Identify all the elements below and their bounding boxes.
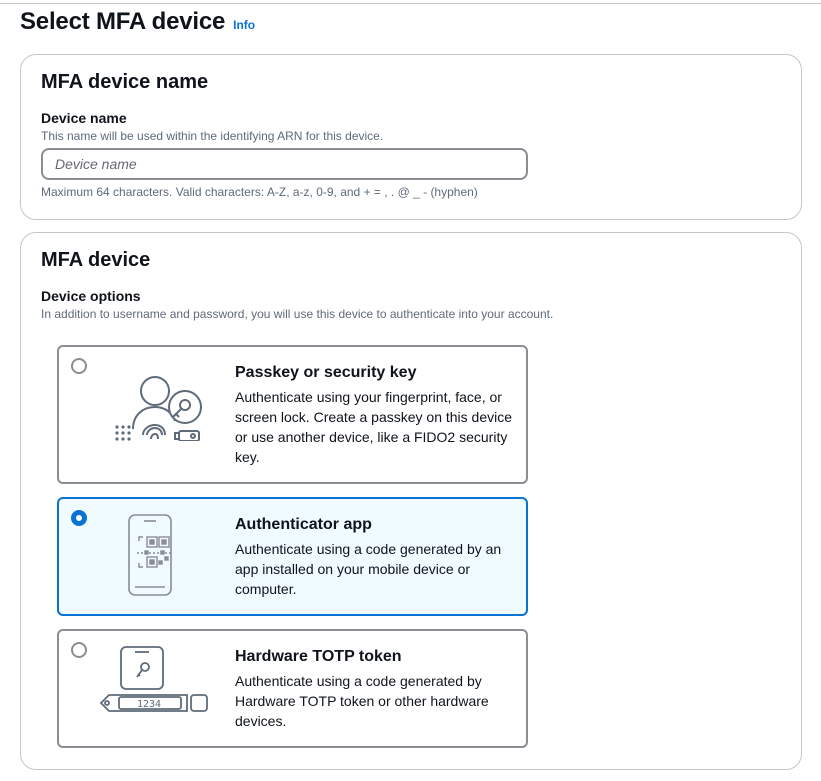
hardware-totp-description: Authenticate using a code generated by Hardware TOTP token or other hardware devices. xyxy=(235,673,489,729)
authenticator-app-title: Authenticator app xyxy=(235,516,372,533)
token-display-text: 1234 xyxy=(137,699,162,710)
option-hardware-totp[interactable] xyxy=(57,629,528,748)
device-name-heading: MFA device name xyxy=(41,71,209,93)
hardware-totp-radio[interactable] xyxy=(71,642,87,658)
device-options-label: Device options xyxy=(41,288,141,304)
passkey-title: Passkey or security key xyxy=(235,364,417,381)
mfa-device-panel xyxy=(20,232,802,770)
device-name-constraints: Maximum 64 characters. Valid characters: A-Z, a-z, 0-9, and + = , . @ _ - (hyphen) xyxy=(41,185,478,199)
authenticator-app-radio[interactable] xyxy=(71,510,87,526)
page-header xyxy=(20,8,255,36)
device-name-input[interactable] xyxy=(41,148,528,180)
hardware-totp-title: Hardware TOTP token xyxy=(235,648,402,665)
authenticator-app-description: Authenticate using a code generated by an app installed on your mobile device or computer. xyxy=(235,541,502,597)
page-title: Select MFA device xyxy=(20,8,226,35)
device-name-label: Device name xyxy=(41,110,127,126)
hardware-token-illustration-icon xyxy=(99,645,213,725)
passkey-description: Authenticate using your fingerprint, face, or screen lock. Create a passkey on this device or use another device, like a FIDO2 security key. xyxy=(235,389,513,465)
authenticator-app-illustration-icon xyxy=(101,513,211,597)
option-passkey[interactable] xyxy=(57,345,528,484)
device-name-panel xyxy=(20,54,802,220)
option-authenticator-app[interactable] xyxy=(57,497,528,616)
device-name-description: This name will be used within the identifying ARN for this device. xyxy=(41,129,384,143)
passkey-radio[interactable] xyxy=(71,358,87,374)
passkey-illustration-icon xyxy=(101,361,211,441)
mfa-device-heading: MFA device xyxy=(41,249,151,271)
info-link[interactable]: Info xyxy=(233,18,256,32)
device-options-description: In addition to username and password, you will use this device to authenticate into your account. xyxy=(41,307,554,321)
top-divider xyxy=(0,3,821,4)
